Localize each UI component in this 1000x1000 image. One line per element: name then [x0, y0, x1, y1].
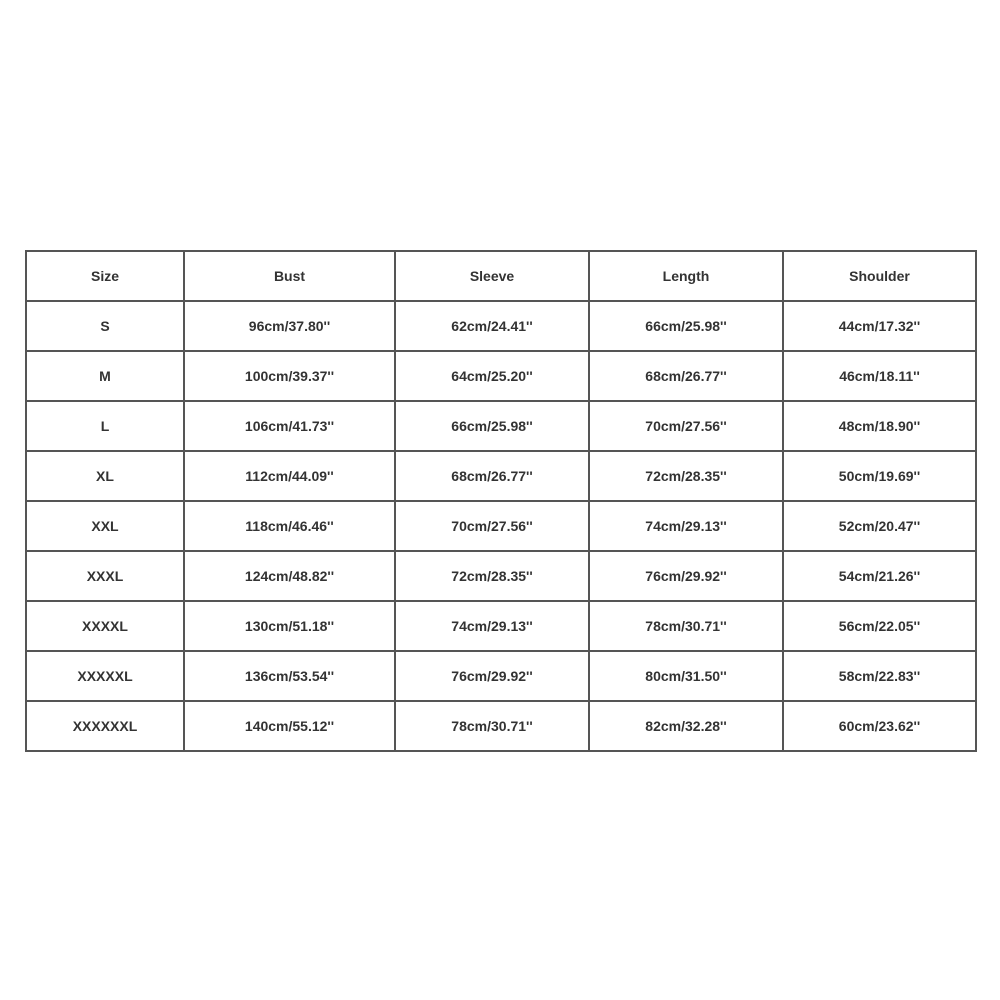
table-row — [26, 651, 976, 701]
length-cell: 74cm/29.13'' — [589, 501, 783, 551]
table-row — [26, 401, 976, 451]
shoulder-cell: 58cm/22.83'' — [783, 651, 976, 701]
sleeve-cell: 78cm/30.71'' — [395, 701, 589, 751]
column-header-bust: Bust — [184, 251, 395, 301]
column-header-size: Size — [26, 251, 184, 301]
shoulder-cell: 52cm/20.47'' — [783, 501, 976, 551]
bust-cell: 118cm/46.46'' — [184, 501, 395, 551]
bust-cell: 140cm/55.12'' — [184, 701, 395, 751]
length-cell: 78cm/30.71'' — [589, 601, 783, 651]
bust-cell: 112cm/44.09'' — [184, 451, 395, 501]
table-row — [26, 501, 976, 551]
shoulder-cell: 44cm/17.32'' — [783, 301, 976, 351]
table-row — [26, 351, 976, 401]
sleeve-cell: 72cm/28.35'' — [395, 551, 589, 601]
size-cell: XL — [26, 451, 184, 501]
column-header-length: Length — [589, 251, 783, 301]
size-cell: XXXXL — [26, 601, 184, 651]
shoulder-cell: 46cm/18.11'' — [783, 351, 976, 401]
length-cell: 68cm/26.77'' — [589, 351, 783, 401]
table-row — [26, 701, 976, 751]
sleeve-cell: 76cm/29.92'' — [395, 651, 589, 701]
size-cell: M — [26, 351, 184, 401]
table-header-row — [26, 251, 976, 301]
length-cell: 76cm/29.92'' — [589, 551, 783, 601]
length-cell: 72cm/28.35'' — [589, 451, 783, 501]
length-cell: 80cm/31.50'' — [589, 651, 783, 701]
size-cell: XXXL — [26, 551, 184, 601]
table-row — [26, 301, 976, 351]
length-cell: 70cm/27.56'' — [589, 401, 783, 451]
sleeve-cell: 66cm/25.98'' — [395, 401, 589, 451]
sleeve-cell: 64cm/25.20'' — [395, 351, 589, 401]
shoulder-cell: 56cm/22.05'' — [783, 601, 976, 651]
bust-cell: 124cm/48.82'' — [184, 551, 395, 601]
size-cell: XXL — [26, 501, 184, 551]
bust-cell: 96cm/37.80'' — [184, 301, 395, 351]
column-header-shoulder: Shoulder — [783, 251, 976, 301]
bust-cell: 136cm/53.54'' — [184, 651, 395, 701]
size-cell: XXXXXXL — [26, 701, 184, 751]
table-row — [26, 451, 976, 501]
length-cell: 66cm/25.98'' — [589, 301, 783, 351]
table-row — [26, 601, 976, 651]
bust-cell: 106cm/41.73'' — [184, 401, 395, 451]
length-cell: 82cm/32.28'' — [589, 701, 783, 751]
shoulder-cell: 50cm/19.69'' — [783, 451, 976, 501]
size-cell: XXXXXL — [26, 651, 184, 701]
shoulder-cell: 60cm/23.62'' — [783, 701, 976, 751]
bust-cell: 130cm/51.18'' — [184, 601, 395, 651]
shoulder-cell: 48cm/18.90'' — [783, 401, 976, 451]
size-cell: S — [26, 301, 184, 351]
bust-cell: 100cm/39.37'' — [184, 351, 395, 401]
size-chart-table — [25, 250, 977, 752]
sleeve-cell: 62cm/24.41'' — [395, 301, 589, 351]
sleeve-cell: 70cm/27.56'' — [395, 501, 589, 551]
shoulder-cell: 54cm/21.26'' — [783, 551, 976, 601]
table-row — [26, 551, 976, 601]
size-cell: L — [26, 401, 184, 451]
column-header-sleeve: Sleeve — [395, 251, 589, 301]
sleeve-cell: 68cm/26.77'' — [395, 451, 589, 501]
sleeve-cell: 74cm/29.13'' — [395, 601, 589, 651]
